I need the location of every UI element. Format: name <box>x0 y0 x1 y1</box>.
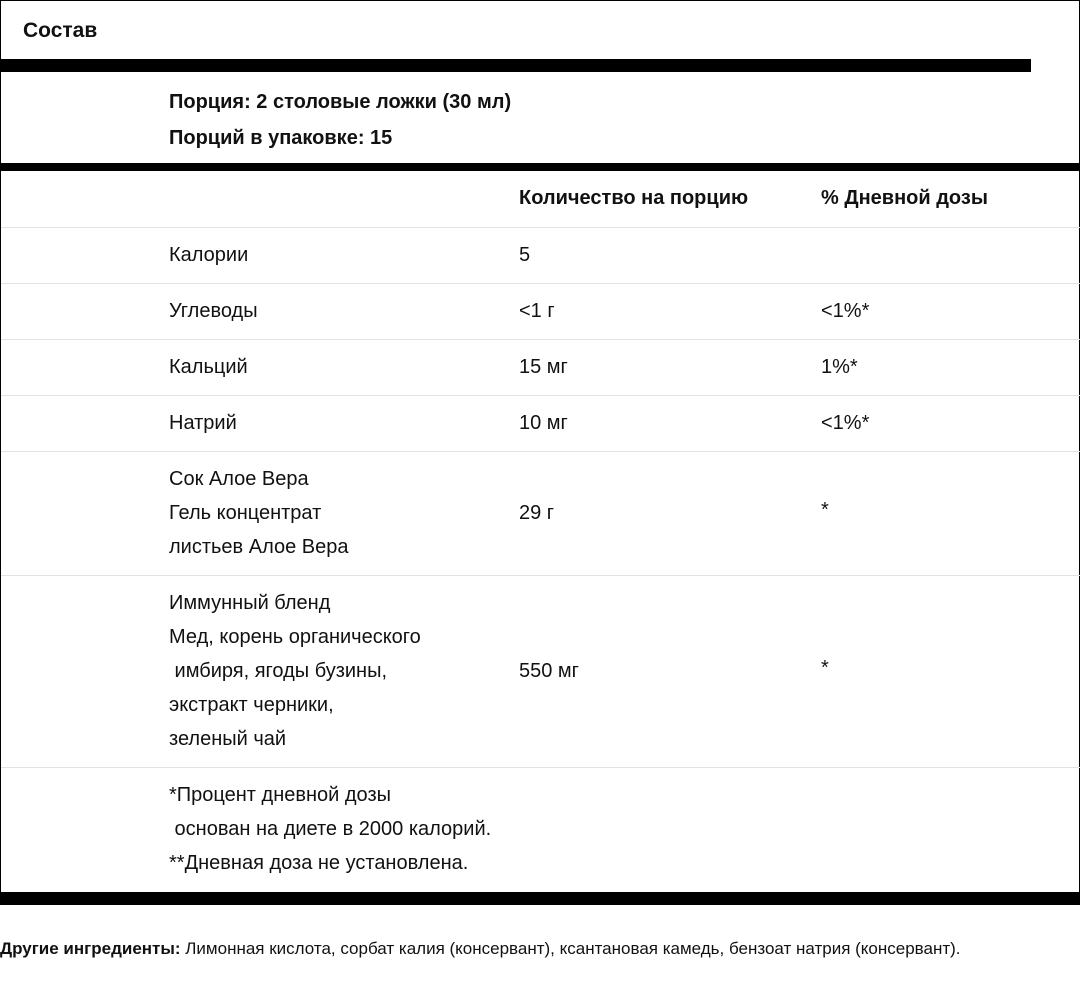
column-header-amount: Количество на порцию <box>519 187 749 209</box>
column-header-daily-value: % Дневной дозы <box>821 187 988 209</box>
row-amount-aloe-vera: 29 г <box>519 502 555 524</box>
other-ingredients-label: Другие ингредиенты: <box>0 939 181 958</box>
row-name-carbohydrates: Углеводы <box>169 300 258 322</box>
row-amount-sodium: 10 мг <box>519 412 568 434</box>
servings-per-container: Порций в упаковке: 15 <box>169 127 393 149</box>
row-dv-aloe-vera: * <box>821 499 829 521</box>
row-divider <box>1 395 1080 396</box>
row-name-aloe-vera: Сок Алое Вера Гель концентрат листьев Алое Вера <box>169 468 349 558</box>
other-ingredients-text: Лимонная кислота, сорбат калия (консервант), ксантановая камедь, бензоат натрия (консервант). <box>180 939 961 958</box>
row-name-calories: Калории <box>169 244 249 266</box>
row-amount-calcium: 15 мг <box>519 356 568 378</box>
middle-divider-bar <box>1 163 1080 171</box>
row-divider <box>1 283 1080 284</box>
daily-value-footnote: *Процент дневной дозы основан на диете в 2000 калорий. **Дневная доза не установлена. <box>169 784 492 874</box>
row-amount-calories: 5 <box>519 244 531 266</box>
row-name-calcium: Кальций <box>169 356 248 378</box>
section-title: Состав <box>23 19 98 42</box>
row-name-immune-blend: Иммунный бленд Мед, корень органического имбиря, ягоды бузины, экстракт черники, зеленый чай <box>169 592 421 750</box>
top-divider-bar <box>1 59 1031 72</box>
row-divider <box>1 339 1080 340</box>
row-dv-calcium: 1%* <box>821 356 858 378</box>
row-divider <box>1 451 1080 452</box>
bottom-divider-bar <box>0 892 1080 905</box>
row-dv-carbohydrates: <1%* <box>821 300 870 322</box>
row-amount-immune-blend: 550 мг <box>519 660 579 682</box>
other-ingredients <box>0 934 1000 963</box>
serving-size: Порция: 2 столовые ложки (30 мл) <box>169 91 512 113</box>
row-name-sodium: Натрий <box>169 412 237 434</box>
row-amount-carbohydrates: <1 г <box>519 300 555 322</box>
row-divider <box>1 227 1080 228</box>
row-dv-sodium: <1%* <box>821 412 870 434</box>
row-divider <box>1 767 1080 768</box>
row-divider <box>1 575 1080 576</box>
row-dv-immune-blend: * <box>821 657 829 679</box>
